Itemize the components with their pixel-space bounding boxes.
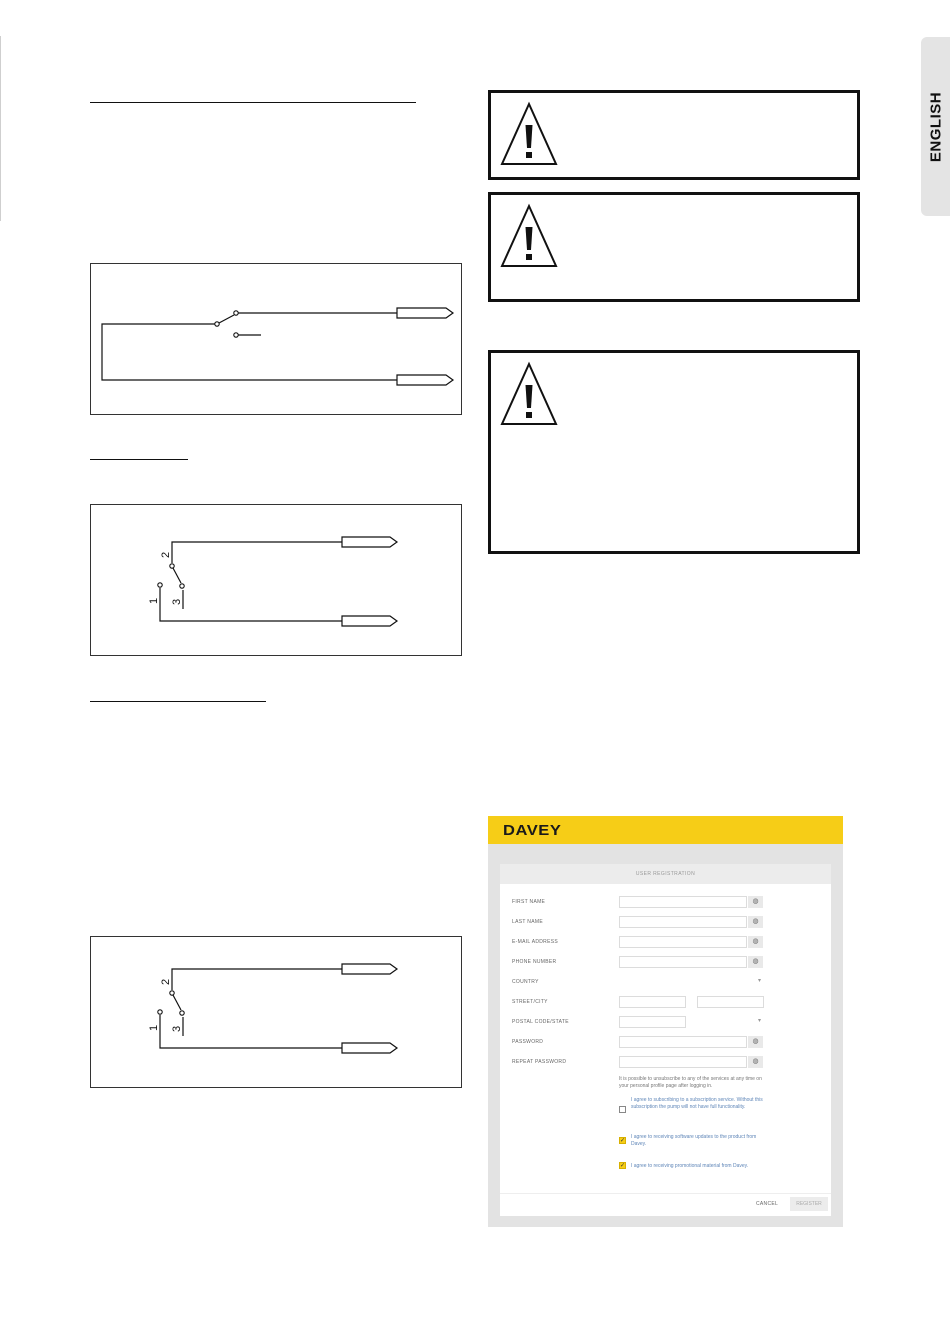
wiring-diagram-1	[90, 263, 462, 415]
password-input[interactable]	[619, 1036, 747, 1048]
promotional-consent-label: I agree to receiving promotional material from Davey.	[631, 1163, 749, 1169]
street-city-label: STREET/CITY	[512, 999, 548, 1005]
repeat-password-globe-icon[interactable]: ◍	[748, 1056, 763, 1068]
pin-label-3: 3	[171, 598, 183, 605]
street-input[interactable]	[619, 996, 686, 1008]
app-header	[488, 816, 843, 844]
section-heading-rule-2	[90, 459, 188, 460]
pin-label-3: 3	[171, 1025, 183, 1032]
pin-label-1: 1	[148, 1024, 160, 1031]
first-name-input[interactable]	[619, 896, 747, 908]
first-name-label: FIRST NAME	[512, 899, 546, 905]
phone-label: PHONE NUMBER	[512, 959, 557, 965]
country-label: COUNTRY	[512, 979, 539, 985]
subscription-consent-label: I agree to subscribing to a subscription service. Without this subscription the pump will not have full functionality.	[631, 1097, 763, 1110]
form-title: USER REGISTRATION	[500, 864, 831, 884]
first-name-globe-icon[interactable]: ◍	[748, 896, 763, 908]
software-updates-checkbox[interactable]: ✓	[620, 1138, 626, 1144]
promotional-checkbox[interactable]: ✓	[620, 1163, 626, 1169]
postal-state-label: POSTAL CODE/STATE	[512, 1019, 569, 1025]
brand-logo: DAVEY	[503, 822, 562, 839]
pin-label-2: 2	[160, 551, 172, 558]
last-name-input[interactable]	[619, 916, 747, 928]
registration-card	[500, 864, 831, 1216]
pin-label-1: 1	[148, 597, 160, 604]
phone-input[interactable]	[619, 956, 747, 968]
section-heading-rule-3	[90, 701, 266, 702]
subscription-checkbox[interactable]	[619, 1106, 626, 1113]
last-name-label: LAST NAME	[512, 919, 543, 925]
form-footer-divider	[500, 1193, 831, 1194]
email-label: E-MAIL ADDRESS	[512, 939, 558, 945]
city-input[interactable]	[697, 996, 764, 1008]
warning-box-2	[488, 192, 860, 302]
email-globe-icon[interactable]: ◍	[748, 936, 763, 948]
warning-box-3	[488, 350, 860, 554]
section-heading-rule-1	[90, 102, 416, 103]
warning-triangle-icon	[499, 361, 559, 427]
country-select-chevron-icon[interactable]: ▾	[758, 978, 762, 984]
password-globe-icon[interactable]: ◍	[748, 1036, 763, 1048]
password-label: PASSWORD	[512, 1039, 544, 1045]
last-name-globe-icon[interactable]: ◍	[748, 916, 763, 928]
registration-screenshot	[488, 816, 843, 1227]
cancel-button[interactable]: CANCEL	[756, 1201, 779, 1207]
language-tab	[921, 37, 950, 216]
language-tab-label: ENGLISH	[927, 91, 944, 162]
unsubscribe-note: It is possible to unsubscribe to any of the services at any time on your personal profile page after logging in.	[619, 1076, 762, 1089]
register-button[interactable]: REGISTER	[790, 1197, 828, 1211]
postal-code-input[interactable]	[619, 1016, 686, 1028]
warning-triangle-icon	[499, 101, 559, 167]
state-select-chevron-icon[interactable]: ▾	[758, 1018, 762, 1024]
wiring-diagram-3	[90, 936, 462, 1088]
wiring-diagram-2	[90, 504, 462, 656]
warning-triangle-icon	[499, 203, 559, 269]
warning-box-1	[488, 90, 860, 180]
page-edge-line	[0, 36, 1, 221]
repeat-password-input[interactable]	[619, 1056, 747, 1068]
pin-label-2: 2	[160, 978, 172, 985]
software-updates-consent-label: I agree to receiving software updates to the product from Davey.	[631, 1134, 757, 1147]
phone-globe-icon[interactable]: ◍	[748, 956, 763, 968]
email-input[interactable]	[619, 936, 747, 948]
repeat-password-label: REPEAT PASSWORD	[512, 1059, 567, 1065]
